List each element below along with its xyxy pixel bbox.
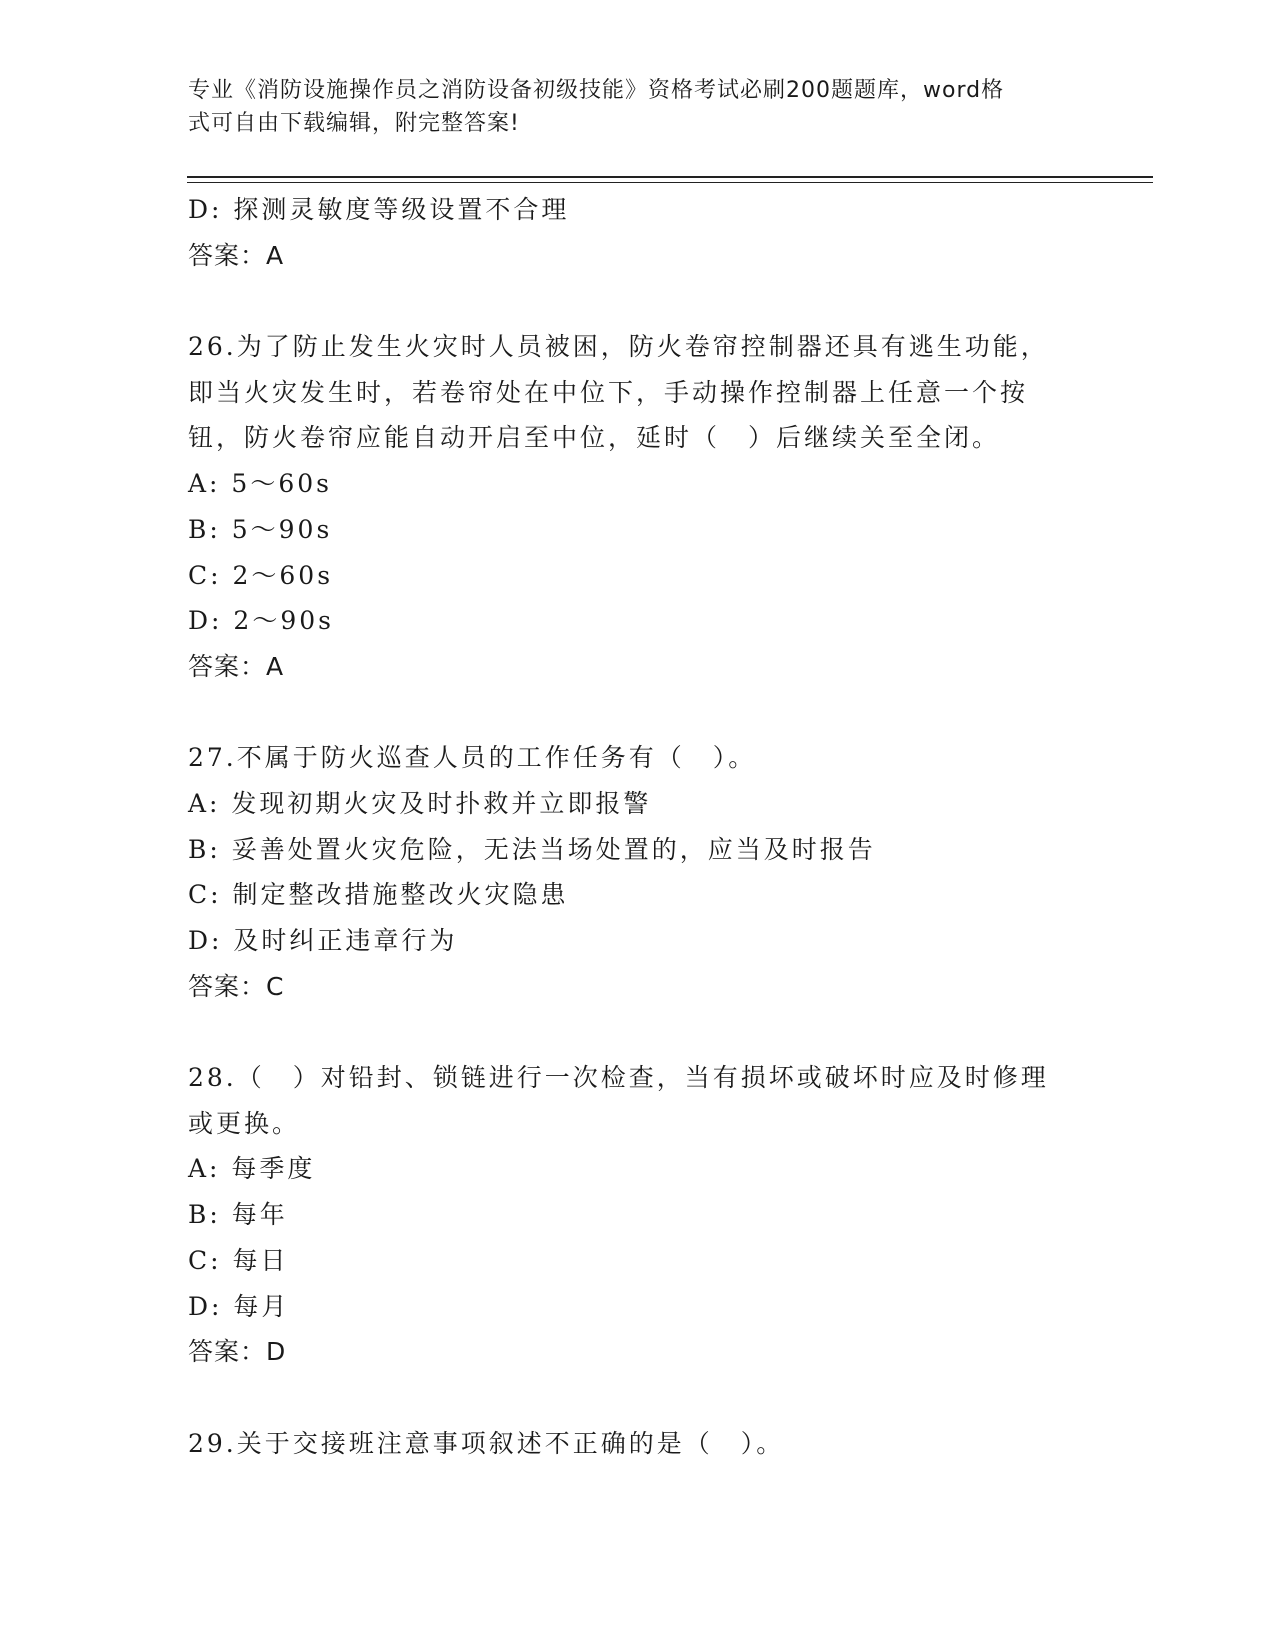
question-29 — [188, 1421, 1088, 1467]
option-c: C: 2～60s — [188, 560, 334, 590]
question-stem: 29.关于交接班注意事项叙述不正确的是（ ）。 — [188, 1428, 785, 1458]
answer: 答案：A — [188, 651, 285, 681]
option-a: A: 发现初期火灾及时扑救并立即报警 — [188, 788, 652, 818]
answer: 答案：C — [188, 971, 285, 1001]
answer: 答案：D — [188, 1337, 287, 1367]
option-a: A: 5～60s — [188, 469, 332, 499]
option-d: D: 2～90s — [188, 606, 334, 636]
question-stem: 28.（ ）对铅封、锁链进行一次检查，当有损坏或破坏时应及时修理 — [188, 1063, 1049, 1093]
spacer — [188, 1009, 1088, 1055]
option-a: A: 每季度 — [188, 1154, 316, 1184]
question-stem: 26.为了防止发生火灾时人员被困，防火卷帘控制器还具有逃生功能， — [188, 332, 1049, 362]
option-d: D: 探测灵敏度等级设置不合理 — [188, 195, 570, 224]
question-content — [188, 187, 1088, 1466]
answer: 答案：A — [188, 240, 285, 270]
spacer — [188, 690, 1088, 736]
question-26 — [188, 324, 1088, 690]
option-b: B: 每年 — [188, 1200, 288, 1230]
header-line-1: 专业《消防设施操作员之消防设备初级技能》资格考试必刷200题题库，word格 — [188, 78, 1005, 103]
option-b: B: 妥善处置火灾危险，无法当场处置的，应当及时报告 — [188, 834, 876, 864]
option-c: C: 制定整改措施整改火灾隐患 — [188, 880, 569, 910]
document-header — [188, 74, 1078, 140]
header-divider-thin — [187, 182, 1153, 183]
question-stem: 钮，防火卷帘应能自动开启至中位，延时（ ）后继续关至全闭。 — [188, 423, 1001, 453]
question-stem: 即当火灾发生时，若卷帘处在中位下，手动操作控制器上任意一个按 — [188, 377, 1029, 407]
option-b: B: 5～90s — [188, 514, 333, 544]
option-d: D: 及时纠正违章行为 — [188, 926, 458, 955]
option-d: D: 每月 — [188, 1291, 290, 1321]
question-27 — [188, 735, 1088, 1009]
option-c: C: 每日 — [188, 1245, 289, 1275]
spacer — [188, 278, 1088, 324]
question-stem: 或更换。 — [188, 1108, 301, 1138]
header-line-2: 式可自由下载编辑，附完整答案! — [188, 111, 520, 136]
question-stem: 27.不属于防火巡查人员的工作任务有（ ）。 — [188, 743, 757, 773]
spacer — [188, 1375, 1088, 1421]
header-divider-thick — [187, 176, 1153, 178]
question-28 — [188, 1055, 1088, 1375]
question-25-tail — [188, 187, 1088, 278]
